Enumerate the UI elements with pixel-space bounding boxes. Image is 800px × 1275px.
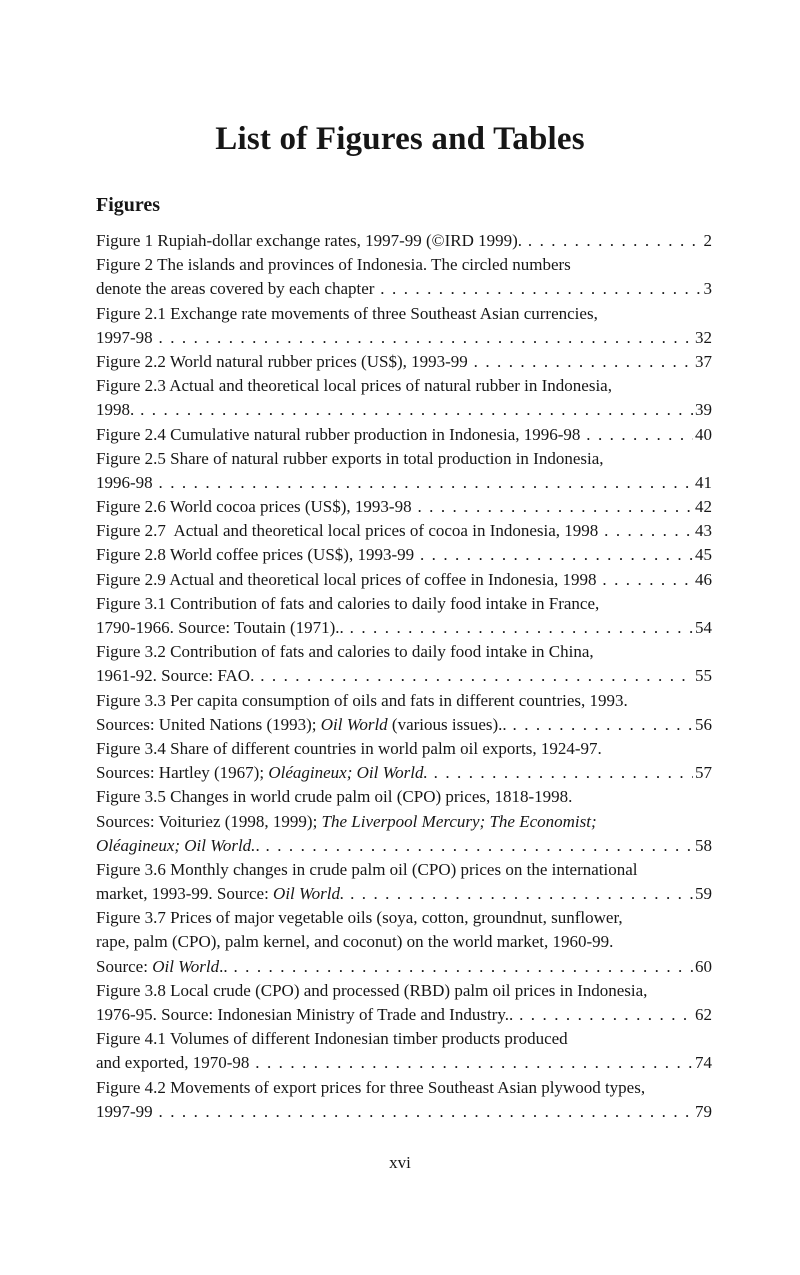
dot-leader [344,882,693,906]
page-ref: 45 [695,545,712,565]
dot-leader [153,1100,693,1124]
page-ref: 2 [703,231,712,250]
entry-text: Figure 1 Rupiah-dollar exchange rates, 1997-99 (©IRD 1999). [96,231,523,250]
dot-leader [249,1051,693,1075]
entry-text: 1998. [96,400,135,420]
entry-text: market, 1993-99. Source: [96,884,274,904]
entry-text-italic: Oil World [320,714,388,734]
dot-leader [260,834,693,858]
page-title: List of Figures and Tables [215,121,585,157]
dot-leader [522,229,701,253]
page-ref: 46 [695,569,712,589]
toc-entry-line [96,1076,712,1100]
toc-entry-line [96,689,712,713]
toc-entry-line [96,1027,712,1051]
entry-text: denote the areas covered by each chapter [96,279,375,299]
page-ref: 57 [695,763,712,783]
dot-leader [254,664,693,688]
toc-entry-line [96,737,712,761]
entry-text: Figure 2 The islands and provinces of Indonesia. The circled numbers [96,255,571,275]
toc-entry-line [96,906,712,930]
entry-text: Figure 3.4 Share of different countries in world palm oil exports, 1924-97. [96,738,602,758]
toc-entry-line [96,423,712,447]
entry-text: Figure 3.5 Changes in world crude palm oil (CPO) prices, 1818-1998. [96,787,573,807]
page-ref: 32 [695,327,712,347]
page-ref: 60 [695,956,712,976]
toc-entry-line [96,398,712,422]
toc-entry-line [96,495,712,519]
page-ref: 54 [695,618,712,637]
page-ref: 41 [695,472,712,492]
dot-leader [414,543,693,567]
entry-text: Figure 4.2 Movements of export prices for three Southeast Asian plywood types, [96,1077,646,1097]
toc-entry-line [96,713,712,737]
toc-entry-line [96,979,712,1003]
page-ref: 56 [695,714,712,734]
toc-entry-line [96,302,712,326]
toc-entry-line [96,519,712,543]
entry-text: 1976-95. Source: Indonesian Ministry of Trade and Industry.. [96,1005,514,1024]
entry-text: Figure 2.6 World cocoa prices (US$), 1993-98 [96,497,412,517]
entry-text: 1790-1966. Source: Toutain (1971).. [96,618,344,637]
entry-text: Figure 2.1 Exchange rate movements of three Southeast Asian currencies, [96,303,598,323]
figures-list [96,229,712,1124]
toc-entry-line [96,616,712,640]
toc-entry-line [96,640,712,664]
dot-leader [597,568,693,592]
entry-text-italic: Oil World. [273,884,345,904]
entry-text: Figure 3.2 Contribution of fats and calories to daily food intake in China, [96,642,594,662]
section-heading-figures: Figures [96,194,161,216]
entry-text: . [255,835,260,855]
entry-text: Figure 2.2 World natural rubber prices (US$), 1993-99 [96,351,468,371]
toc-entry-line [96,277,712,301]
entry-text: Figure 2.5 Share of natural rubber exports in total production in Indonesia, [96,448,604,468]
entry-text: Figure 3.8 Local crude (CPO) and processed (RBD) palm oil prices in Indonesia, [96,980,648,1000]
entry-text: Figure 2.3 Actual and theoretical local prices of natural rubber in Indonesia, [96,376,612,396]
page-ref: 55 [695,666,712,686]
page-ref: 39 [695,400,712,420]
page-ref: 58 [695,835,712,855]
entry-text: Figure 3.1 Contribution of fats and calories to daily food intake in France, [96,593,600,613]
entry-text: Sources: Voituriez (1998, 1999); [96,811,322,831]
entry-text: 1961-92. Source: FAO. [96,666,255,686]
dot-leader [598,519,693,543]
dot-leader [344,616,693,640]
dot-leader [412,495,693,519]
entry-text: Sources: United Nations (1993); [96,714,321,734]
entry-text: Sources: Hartley (1967); [96,763,269,783]
entry-text: 1997-99 [96,1101,153,1121]
toc-entry-line [96,568,712,592]
toc-entry-line [96,930,712,954]
page-ref: 43 [695,521,712,541]
entry-text: Figure 3.6 Monthly changes in crude palm oil (CPO) prices on the international [96,859,638,879]
toc-entry-line [96,1100,712,1124]
dot-leader [428,761,693,785]
page-ref: 62 [695,1005,712,1024]
toc-entry-line [96,374,712,398]
entry-text: Figure 3.3 Per capita consumption of oils and fats in different countries, 1993. [96,690,628,710]
dot-leader [153,471,693,495]
dot-leader [228,955,693,979]
page-ref: 74 [695,1053,712,1073]
toc-entry-line [96,761,712,785]
toc-entry-line [96,350,712,374]
toc-entry-line [96,447,712,471]
dot-leader [153,326,693,350]
dot-leader [580,423,693,447]
entry-text: .. [219,956,228,976]
toc-entry-line [96,834,712,858]
page-number: xvi [389,1153,411,1172]
toc-entry-line [96,882,712,906]
toc-entry-line [96,1003,712,1027]
page-ref: 59 [695,884,712,904]
page-ref: 3 [703,279,712,299]
dot-leader [374,277,701,301]
toc-entry-line [96,664,712,688]
entry-text: (various issues).. [387,714,507,734]
toc-entry-line [96,785,712,809]
toc-entry-line [96,858,712,882]
toc-entry-line [96,471,712,495]
dot-leader [507,713,693,737]
entry-text: Figure 4.1 Volumes of different Indonesian timber products produced [96,1029,568,1049]
dot-leader [134,398,693,422]
toc-entry-line [96,543,712,567]
toc-entry-line [96,326,712,350]
entry-text-italic: The Liverpool Mercury; The Economist; [321,811,597,831]
entry-text: Source: [96,956,153,976]
page-ref: 79 [695,1101,712,1121]
dot-leader [513,1003,693,1027]
entry-text: 1996-98 [96,472,153,492]
dot-leader [468,350,693,374]
toc-entry-line [96,229,712,253]
page-ref: 40 [695,424,712,444]
entry-text-italic: Oil World [152,956,220,976]
entry-text: Figure 2.9 Actual and theoretical local prices of coffee in Indonesia, 1998 [96,569,597,589]
toc-entry-line [96,592,712,616]
entry-text: Figure 3.7 Prices of major vegetable oils (soya, cotton, groundnut, sunflower, [96,908,623,928]
toc-entry-line [96,1051,712,1075]
entry-text: rape, palm (CPO), palm kernel, and coconut) on the world market, 1960-99. [96,932,614,952]
entry-text-italic: Oléagineux; Oil World. [268,763,428,783]
page-ref: 42 [695,497,712,517]
entry-text: Figure 2.4 Cumulative natural rubber production in Indonesia, 1996-98 [96,424,581,444]
entry-text-italic: Oléagineux; Oil World. [96,835,256,855]
entry-text: and exported, 1970-98 [96,1053,250,1073]
toc-entry-line [96,955,712,979]
toc-entry-line [96,253,712,277]
entry-text: Figure 2.7 Actual and theoretical local prices of cocoa in Indonesia, 1998 [96,521,599,541]
page-ref: 37 [695,351,712,371]
entry-text: 1997-98 [96,327,153,347]
entry-text: Figure 2.8 World coffee prices (US$), 1993-99 [96,545,415,565]
toc-entry-line [96,810,712,834]
